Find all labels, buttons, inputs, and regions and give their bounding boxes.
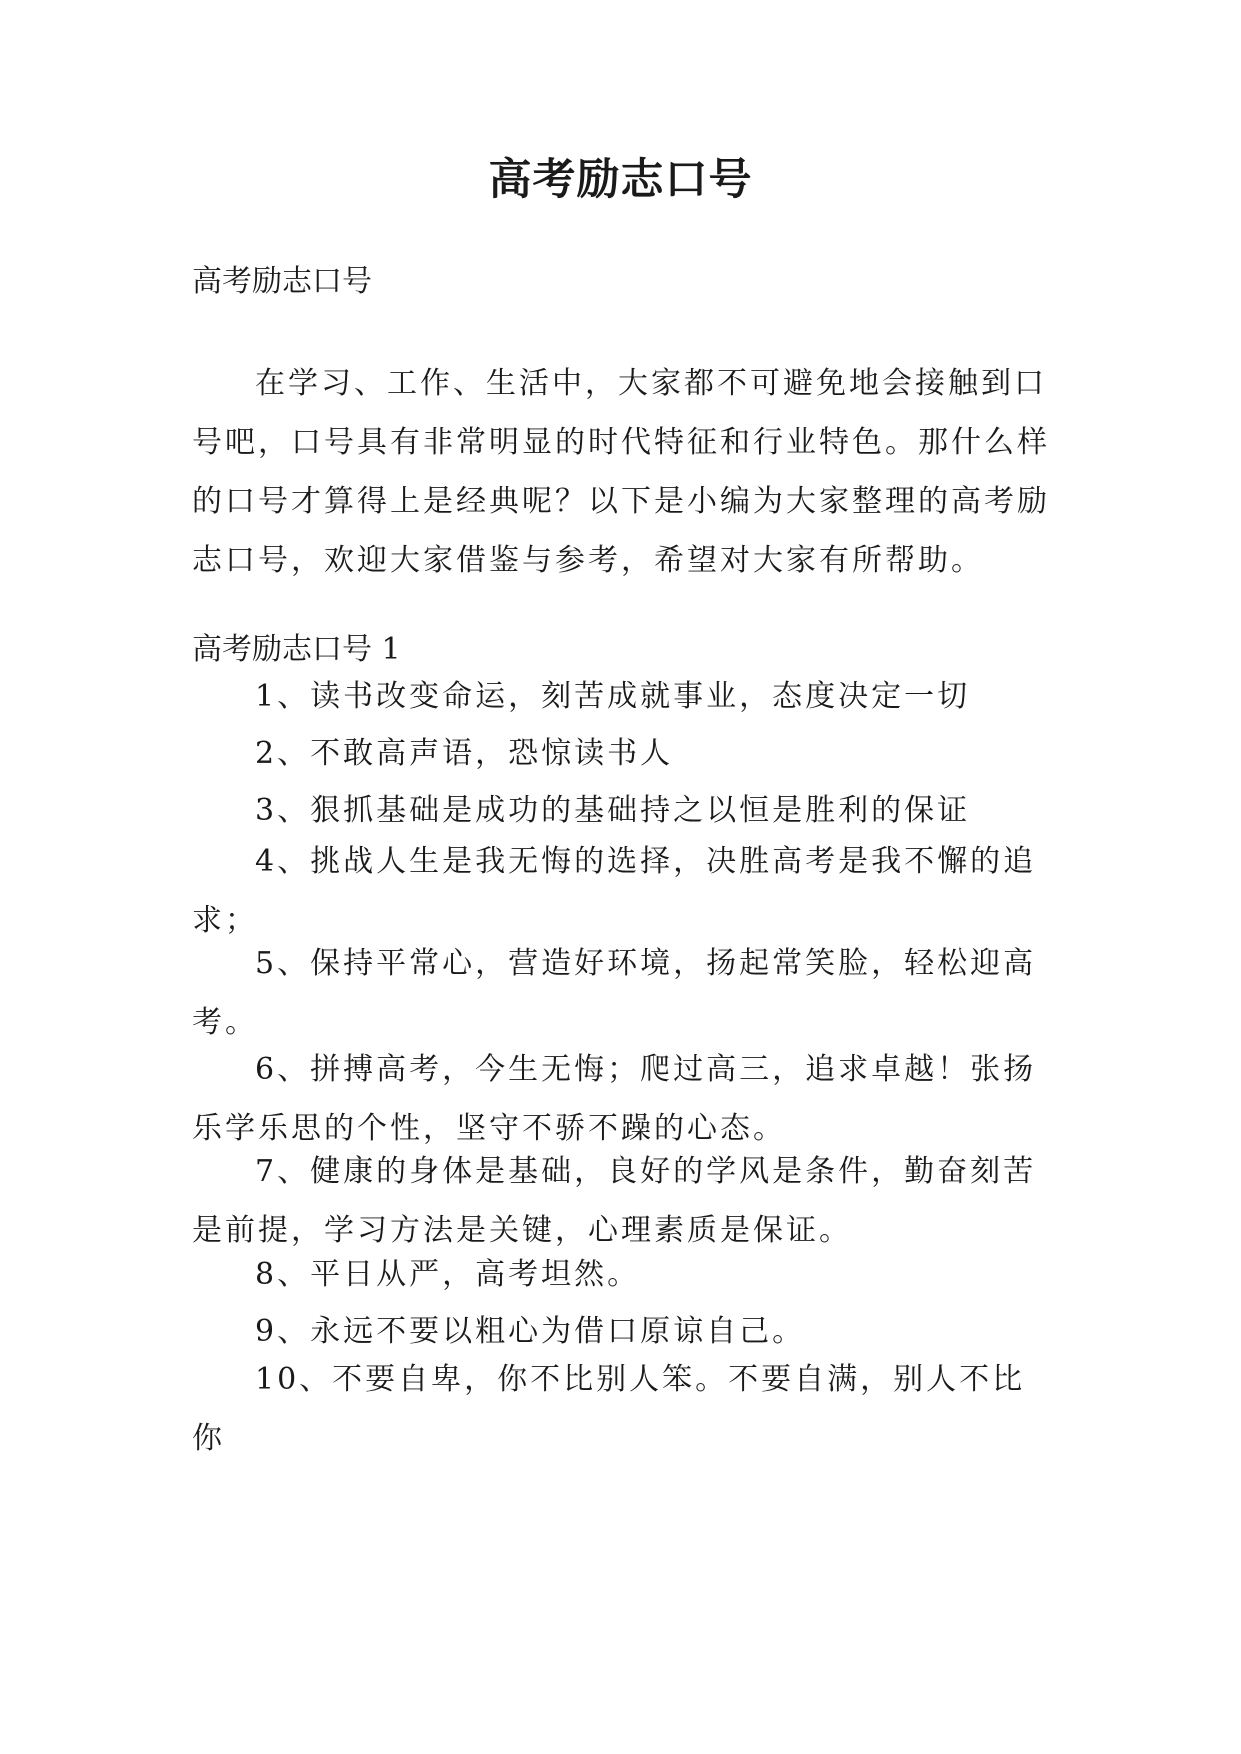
list-item: 9、永远不要以粗心为借口原谅自己。 [255,1314,806,1349]
section-heading: 高考励志口号 1 [192,632,401,667]
document-subtitle: 高考励志口号 [192,264,372,299]
list-item: 5、保持平常心，营造好环境，扬起常笑脸，轻松迎高考。 [192,946,1037,1040]
list-item: 1、读书改变命运，刻苦成就事业，态度决定一切 [255,679,971,714]
list-item: 4、挑战人生是我无悔的选择，决胜高考是我不懈的追求； [192,844,1037,938]
list-item: 6、拼搏高考，今生无悔；爬过高三，追求卓越！张扬乐学乐思的个性，坚守不骄不躁的心态。 [192,1052,1037,1146]
intro-paragraph: 在学习、工作、生活中，大家都不可避免地会接触到口号吧，口号具有非常明显的时代特征和行业特色。那什么样的口号才算得上是经典呢？以下是小编为大家整理的高考励志口号，欢迎大家借鉴与参考，希望对大家有所帮助。 [192,366,1050,578]
list-item: 2、不敢高声语，恐惊读书人 [255,736,674,771]
list-item: 8、平日从严，高考坦然。 [255,1257,641,1292]
document-title: 高考励志口号 [488,155,753,205]
list-item: 10、不要自卑，你不比别人笨。不要自满，别人不比你 [192,1362,1026,1456]
list-item: 7、健康的身体是基础，良好的学风是条件，勤奋刻苦是前提，学习方法是关键，心理素质是保证。 [192,1154,1037,1248]
list-item: 3、狠抓基础是成功的基础持之以恒是胜利的保证 [255,793,971,828]
